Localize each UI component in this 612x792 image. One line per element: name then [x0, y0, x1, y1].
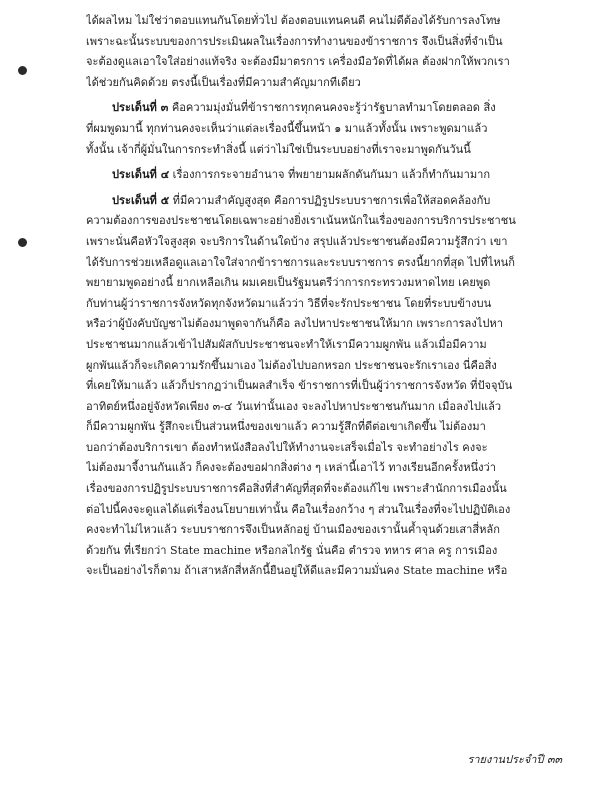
text-line: [86, 119, 568, 140]
line-text: ที่เคยให้มาแล้ว แล้วก็ปรากฏว่าเป็นผลสำเร็จ ข้าราชการที่เป็นผู้ว่าราชการจังหวัด ที่ปัจจุบัน: [86, 379, 513, 393]
body-text: [86, 11, 568, 582]
text-line: [86, 520, 568, 541]
section-label: ประเด็นที่ ๕: [112, 193, 170, 207]
punch-hole-mark: [18, 66, 27, 75]
text-line: [86, 458, 568, 479]
line-text: เพราะนั่นคือหัวใจสูงสุด จะบริการในด้านใดบ้าง สรุปแล้วประชาชนต้องมีความรู้สึกว่า เขา: [86, 234, 508, 248]
section-label: ประเด็นที่ ๓: [112, 101, 169, 115]
text-line: [86, 335, 568, 356]
line-text: ด้วยกัน ที่เรียกว่า State machine หรือกลไกรัฐ นั่นคือ ตำรวจ ทหาร ศาล ครู การเมือง: [86, 543, 498, 557]
text-line: [86, 73, 568, 94]
text-line: [86, 253, 568, 274]
line-text: ที่ผมพูดมานี้ ทุกท่านคงจะเห็นว่าแต่ละเรื่องนี้ขึ้นหน้า ๑ มาแล้วทั้งนั้น เพราะพูดมาแล้ว: [86, 121, 488, 135]
section-paragraph-start: [86, 98, 568, 119]
line-text: ได้ช่วยกันคิดด้วย ตรงนี้เป็นเรื่องที่มีความสำคัญมากทีเดียว: [86, 75, 361, 89]
line-text: ได้ผลไหม ไม่ใช่ว่าตอบแทนกันโดยทั่วไป ต้องตอบแทนคนดี คนไม่ดีต้องได้รับการลงโทษ: [86, 14, 501, 27]
section-label: ประเด็นที่ ๔: [112, 168, 170, 182]
text-line: [86, 356, 568, 377]
line-text: ความต้องการของประชาชนโดยเฉพาะอย่างยิ่งเราเน้นหนักในเรื่องของการบริการประชาชน: [86, 214, 516, 228]
line-text: ก็มีความผูกพัน รู้สึกจะเป็นส่วนหนึ่งของเขาแล้ว ความรู้สึกที่ดีต่อเขาเกิดขึ้น ไม่ต้องมา: [86, 420, 486, 434]
text-line: [86, 273, 568, 294]
text-line: [86, 211, 568, 232]
line-text: ผูกพันแล้วก็จะเกิดความรักขึ้นมาเอง ไม่ต้องไปบอกหรอก ประชาชนจะรักเราเอง นี่คือสิ่ง: [86, 358, 497, 372]
text-line: [86, 294, 568, 315]
text-line: [86, 541, 568, 562]
text-line: [86, 376, 568, 397]
text-line: [86, 397, 568, 418]
page-footer: รายงานประจำปี ๓๓: [467, 753, 562, 766]
punch-hole-mark: [18, 238, 27, 247]
text-line: [86, 314, 568, 335]
text-line: [86, 140, 568, 161]
text-line: [86, 52, 568, 73]
line-text: กับท่านผู้ว่าราชการจังหวัดทุกจังหวัดมาแล้วว่า วิธีที่จะรักประชาชน โดยที่ระบบข้างบน: [86, 296, 492, 310]
line-text: ประชาชนมากแล้วเข้าไปสัมผัสกับประชาชนจะทำให้เรามีความผูกพัน แล้วเมื่อมีความ: [86, 337, 487, 351]
section-paragraph-start: [86, 165, 568, 186]
line-text: บอกว่าต้องบริการเขา ต้องทำหนังสือลงไปให้ทำงานจะเสร็จเมื่อไร จะทำอย่างไร คงจะ: [86, 440, 488, 454]
line-text: อาทิตย์หนึ่งอยู่จังหวัดเพียง ๓-๔ วันเท่านั้นเอง จะลงไปหาประชาชนกันมาก เมื่อลงไปแล้ว: [86, 399, 502, 413]
line-text: คงจะทำไม่ไหวแล้ว ระบบราชการจึงเป็นหลักอยู่ บ้านเมืองของเรานั้นค้ำจุนด้วยเสาสี่หลัก: [86, 523, 500, 537]
text-line: [86, 11, 568, 32]
line-text: เรื่องของการปฏิรูประบบราชการคือสิ่งที่สำคัญที่สุดที่จะต้องแก้ไข เพราะสำนักการเมืองนั้น: [86, 482, 507, 496]
text-line: [86, 479, 568, 500]
line-text: คือความมุ่งมั่นที่ข้าราชการทุกคนคงจะรู้ว่ารัฐบาลทำมาโดยตลอด สิ่ง: [168, 101, 496, 115]
line-text: เรื่องการกระจายอำนาจ ที่พยายามผลักดันกันมา แล้วก็ทำกันมามาก: [169, 168, 491, 182]
text-line: [86, 417, 568, 438]
line-text: จะต้องดูแลเอาใจใส่อย่างแท้จริง จะต้องมีมาตรการ เครื่องมือวัดที่ได้ผล ต้องฝากให้พวกเรา: [86, 55, 510, 69]
text-line: [86, 500, 568, 521]
line-text: ที่มีความสำคัญสูงสุด คือการปฏิรูประบบราชการเพื่อให้สอดคล้องกับ: [169, 193, 491, 207]
text-line: [86, 561, 568, 582]
text-line: [86, 32, 568, 53]
line-text: เพราะฉะนั้นระบบของการประเมินผลในเรื่องการทำงานของข้าราชการ จึงเป็นสิ่งที่จำเป็น: [86, 34, 503, 48]
line-text: พยายามพูดอย่างนี้ ยากเหลือเกิน ผมเคยเป็นรัฐมนตรีว่าการกระทรวงมหาดไทย เคยพูด: [86, 276, 491, 290]
line-text: ไม่ต้องมาจี้งานกันแล้ว ก็คงจะต้องขอฝากสิ่งต่าง ๆ เหล่านี้เอาไว้ ทางเรียนอีกครั้งหนึ่งว่า: [86, 461, 496, 475]
line-text: จะเป็นอย่างไรก็ตาม ถ้าเสาหลักสี่หลักนี้ยืนอยู่ให้ดีและมีความมั่นคง State machine หรือ: [86, 564, 508, 578]
line-text: ต่อไปนี้คงจะดูแลได้แต่เรื่องนโยบายเท่านั้น คือในเรื่องกว้าง ๆ ส่วนในเรื่องที่จะไปปฏิบัติเอง: [86, 502, 511, 516]
text-line: [86, 232, 568, 253]
line-text: ทั้งนั้น เจ้ากี่ผู้มั่นในการกระทำสิ่งนี้ แต่ว่าไม่ใช่เป็นระบบอย่างที่เราจะมาพูดกันวันนี้: [86, 142, 471, 156]
line-text: ได้รับการช่วยเหลือดูแลเอาใจใส่จากข้าราชการและระบบราชการ ตรงนี้ยากที่สุด ไปที่ไหนก็: [86, 255, 515, 269]
section-paragraph-start: [86, 191, 568, 212]
line-text: หรือว่าผู้บังคับบัญชาไม่ต้องมาพูดจากันก็คือ ลงไปหาประชาชนให้มาก เพราะการลงไปหา: [86, 317, 503, 331]
text-line: [86, 438, 568, 459]
